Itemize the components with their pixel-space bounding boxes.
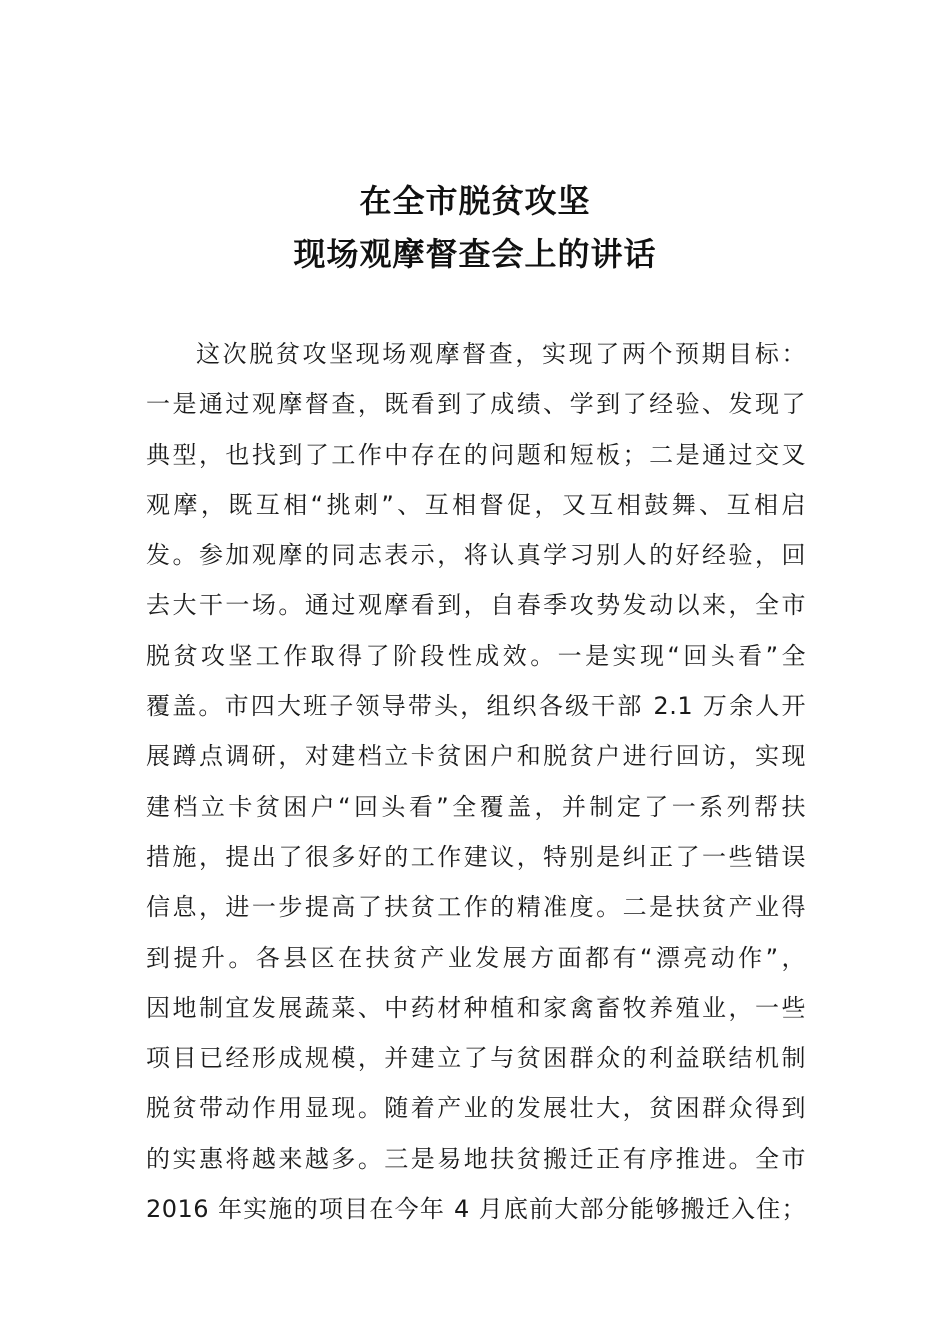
title-line-1: 在全市脱贫攻坚 [359, 182, 591, 220]
body-line: 到提升。各县区在扶贫产业发展方面都有“漂亮动作”， [146, 943, 806, 972]
body-line: 发。参加观摩的同志表示，将认真学习别人的好经验，回 [146, 541, 806, 570]
body-line: 措施，提出了很多好的工作建议，特别是纠正了一些错误 [146, 842, 806, 871]
body-line: 建档立卡贫困户“回头看”全覆盖，并制定了一系列帮扶 [146, 792, 806, 821]
body-line: 的实惠将越来越多。三是易地扶贫搬迁正有序推进。全市 [146, 1144, 806, 1173]
body-line: 展蹲点调研，对建档立卡贫困户和脱贫户进行回访，实现 [146, 742, 806, 771]
body-line: 一是通过观摩督查，既看到了成绩、学到了经验、发现了 [146, 390, 806, 419]
body-line: 2016 年实施的项目在今年 4 月底前大部分能够搬迁入住； [146, 1195, 806, 1224]
body-line: 因地制宜发展蔬菜、中药材种植和家禽畜牧养殖业，一些 [146, 993, 806, 1022]
body-line: 覆盖。市四大班子领导带头，组织各级干部 2.1 万余人开 [146, 692, 806, 721]
title-line-2: 现场观摩督查会上的讲话 [293, 235, 657, 273]
body-line: 观摩，既互相“挑刺”、互相督促，又互相鼓舞、互相启 [146, 490, 806, 519]
body-line: 脱贫带动作用显现。随着产业的发展壮大，贫困群众得到 [146, 1094, 806, 1123]
body-line: 典型，也找到了工作中存在的问题和短板；二是通过交叉 [146, 440, 806, 469]
body-line: 去大干一场。通过观摩看到，自春季攻势发动以来，全市 [146, 591, 806, 620]
body-line: 这次脱贫攻坚现场观摩督查，实现了两个预期目标： [196, 340, 806, 368]
body-line: 脱贫攻坚工作取得了阶段性成效。一是实现“回头看”全 [146, 641, 806, 670]
body-line: 项目已经形成规模，并建立了与贫困群众的利益联结机制 [146, 1044, 806, 1073]
body-paragraph [146, 333, 806, 1238]
body-line: 信息，进一步提高了扶贫工作的精准度。二是扶贫产业得 [146, 893, 806, 922]
